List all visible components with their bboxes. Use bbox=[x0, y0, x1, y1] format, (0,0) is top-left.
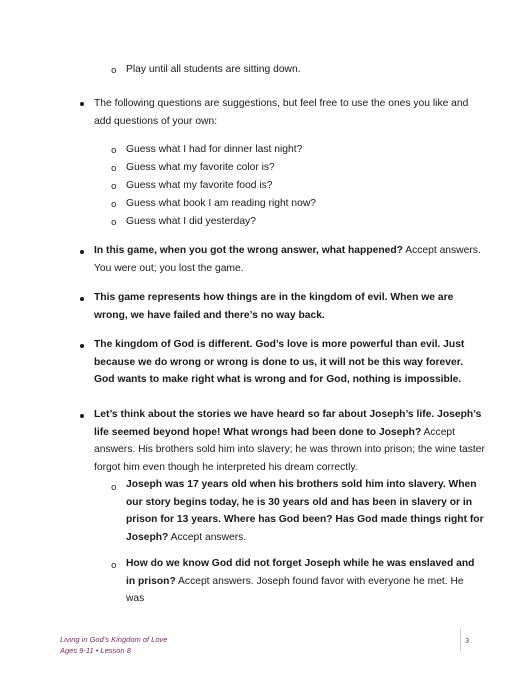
sub-bullet-marker: o bbox=[111, 483, 117, 493]
normal-text: Accept answers. His brothers sold him into slavery; he was thrown into prison; the wine taster forgot him even though he interpreted his dream correctly. bbox=[94, 426, 485, 473]
sub-item-question: Guess what I did yesterday? bbox=[126, 216, 256, 227]
normal-text: Accept answers. bbox=[168, 531, 247, 543]
sub-bullet-marker: o bbox=[111, 66, 117, 76]
footer-subtitle: Ages 9-11 • Lesson 8 bbox=[60, 646, 131, 655]
sub-bullet-marker: o bbox=[111, 146, 117, 156]
bold-text: How do we know God did not forget Joseph while he was enslaved and in prison? bbox=[126, 558, 475, 587]
sub-item-play-until: Play until all students are sitting down. bbox=[126, 64, 301, 75]
sub-item-question: Guess what I had for dinner last night? bbox=[126, 144, 303, 155]
sub-bullet-marker: o bbox=[111, 200, 117, 210]
footer-curriculum-info bbox=[60, 634, 167, 656]
bullet-questions-suggestions: The following questions are suggestions, but feel free to use the ones you like and add questions of your own: bbox=[94, 98, 469, 127]
footer-divider bbox=[460, 628, 461, 652]
bullet-josephs-life bbox=[94, 406, 489, 476]
bullet-marker bbox=[80, 414, 84, 418]
sub-item-god-did-not-forget bbox=[126, 555, 484, 608]
sub-item-question: Guess what book I am reading right now? bbox=[126, 198, 317, 209]
normal-text: Accept answers. You were out; you lost the game. bbox=[94, 245, 481, 274]
bullet-kingdom-of-evil: This game represents how things are in the kingdom of evil. When we are wrong, we have failed and there’s no way back. bbox=[94, 292, 454, 321]
footer-title: Living in God’s Kingdom of Love bbox=[60, 635, 168, 644]
normal-text: Accept answers. Joseph found favor with everyone he met. He was bbox=[126, 575, 464, 604]
sub-item-question: Guess what my favorite food is? bbox=[126, 180, 273, 191]
sub-bullet-marker: o bbox=[111, 182, 117, 192]
bullet-marker bbox=[80, 344, 84, 348]
bold-text: Let’s think about the stories we have heard so far about Joseph’s life. Joseph’s life seemed beyond hope! What wrongs had been done to Joseph? bbox=[94, 409, 482, 438]
bullet-marker bbox=[80, 297, 84, 301]
sub-bullet-marker: o bbox=[111, 561, 117, 571]
bold-text: Joseph was 17 years old when his brothers sold him into slavery. When our story begins today, he is 30 years old and has been in slavery or in prison for 13 years. Where has God been? Has God made things right for Joseph? bbox=[126, 479, 484, 543]
bullet-marker bbox=[80, 250, 84, 254]
page-number: 3 bbox=[465, 636, 470, 645]
bullet-wrong-answer bbox=[94, 242, 484, 277]
sub-item-joseph-age bbox=[126, 476, 484, 546]
sub-bullet-marker: o bbox=[111, 164, 117, 174]
bold-text: In this game, when you got the wrong answer, what happened? bbox=[94, 245, 403, 256]
sub-bullet-marker: o bbox=[111, 218, 117, 228]
sub-item-question: Guess what my favorite color is? bbox=[126, 162, 275, 173]
bullet-kingdom-of-god: The kingdom of God is different. God’s love is more powerful than evil. Just because we do wrong or wrong is done to us, it will not be this way forever. God wants to make right what is wrong and for God, nothing is impossible. bbox=[94, 339, 465, 385]
bullet-marker bbox=[80, 102, 84, 106]
